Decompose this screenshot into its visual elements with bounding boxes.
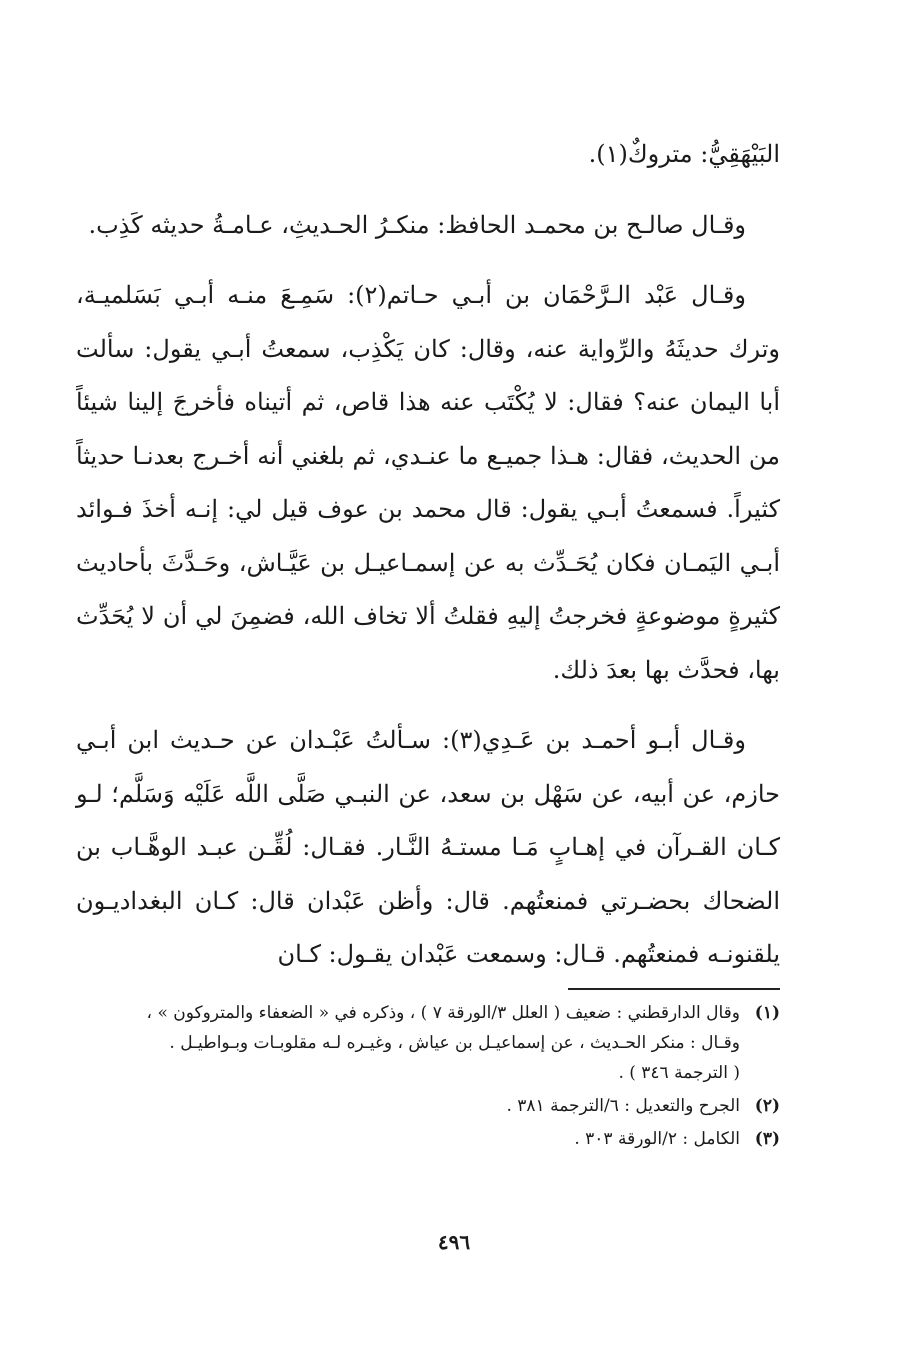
- paragraph-1: البَيْهَقِيُّ: متروكٌ(١).: [588, 140, 780, 168]
- footnote-line: الجرح والتعديل : ٦/الترجمة ٣٨١ .: [506, 1096, 740, 1116]
- paragraph-4: وقـال أبـو أحمـد بن عَـدِي(٣): سـألتُ عَبْـدان عن حـديث ابن أبـي حازم، عن أبيه، عن سَهْل بن سعد، عن النبـي صَلَّى اللَّه عَلَيْه وَسَلَّم؛ لـو كـان القـرآن في إهـابٍ مَـا مستـهُ النَّـار. فقـال: لُقِّـن عبـد الوهَّـاب بن الضحاك بحضـرتي فمنعتُهم. قال: وأظن عَبْدان قال: كـان البغداديـون يلقنونـه فمنعتُهم. قـال: وسمعت عَبْدان يقـول: كـان: [76, 726, 780, 968]
- page-number: ٤٩٦: [437, 1230, 471, 1254]
- footnote-2: [76, 1091, 780, 1121]
- footnote-line: وقـال : منكر الحـديث ، عن إسماعيـل بن عياش ، وغيـره لـه مقلوبـات وبـواطيـل .: [169, 1033, 740, 1053]
- footnote-line: ( الترجمة ٣٤٦ ) .: [618, 1063, 740, 1083]
- main-text: [76, 128, 780, 982]
- footnote-separator: [568, 988, 780, 990]
- footnote-number: (١): [754, 1003, 780, 1023]
- footnote-number: (٣): [754, 1129, 780, 1149]
- footnote-line: وقال الدارقطني : ضعيف ( العلل ٣/الورقة ٧ ) ، وذكره في « الضعفاء والمتروكون » ،: [146, 1003, 740, 1023]
- paragraph-gap: [76, 252, 780, 269]
- paragraph-3: وقـال عَبْد الـرَّحْمَان بن أبـي حـاتم(٢): سَمِـعَ منـه أبـي بَسَلميـة، وترك حديثَهُ والرِّواية عنه، وقال: كان يَكْذِب، سمعتُ أبـي يقول: سألت أبا اليمان عنه؟ فقال: لا يُكْتَب عنه هذا قاص، ثم أتيناه فأخرجَ إلينا شيئاً من الحديث، فقال: هـذا جميـع ما عنـدي، ثم بلغني أنه أخـرج بعدنـا حديثاً كثيراً. فسمعتُ أبـي يقول: قال محمد بن عوف قيل لي: إنـه أخذَ فـوائد أبـي اليَمـان فكان يُحَـدِّث به عن إسمـاعيـل بن عَيَّـاش، وحَـدَّثَ بأحاديث كثيرةٍ موضوعةٍ فخرجتُ إليهِ فقلتُ ألا تخاف الله، فضمِنَ لي أن لا يُحَدِّث بها، فحدَّث بها بعدَ ذلك.: [76, 281, 780, 684]
- footnote-1: [76, 998, 780, 1088]
- paragraph-gap: [76, 182, 780, 199]
- footnote-line: الكامل : ٢/الورقة ٣٠٣ .: [574, 1129, 740, 1149]
- footnotes: [76, 998, 780, 1157]
- footnote-3: [76, 1124, 780, 1154]
- paragraph-gap: [76, 697, 780, 714]
- footnote-number: (٢): [754, 1096, 780, 1116]
- paragraph-2: وقـال صالـح بن محمـد الحافظ: منكـرُ الحـديثِ، عـامـةُ حديثه كَذِب.: [88, 210, 746, 239]
